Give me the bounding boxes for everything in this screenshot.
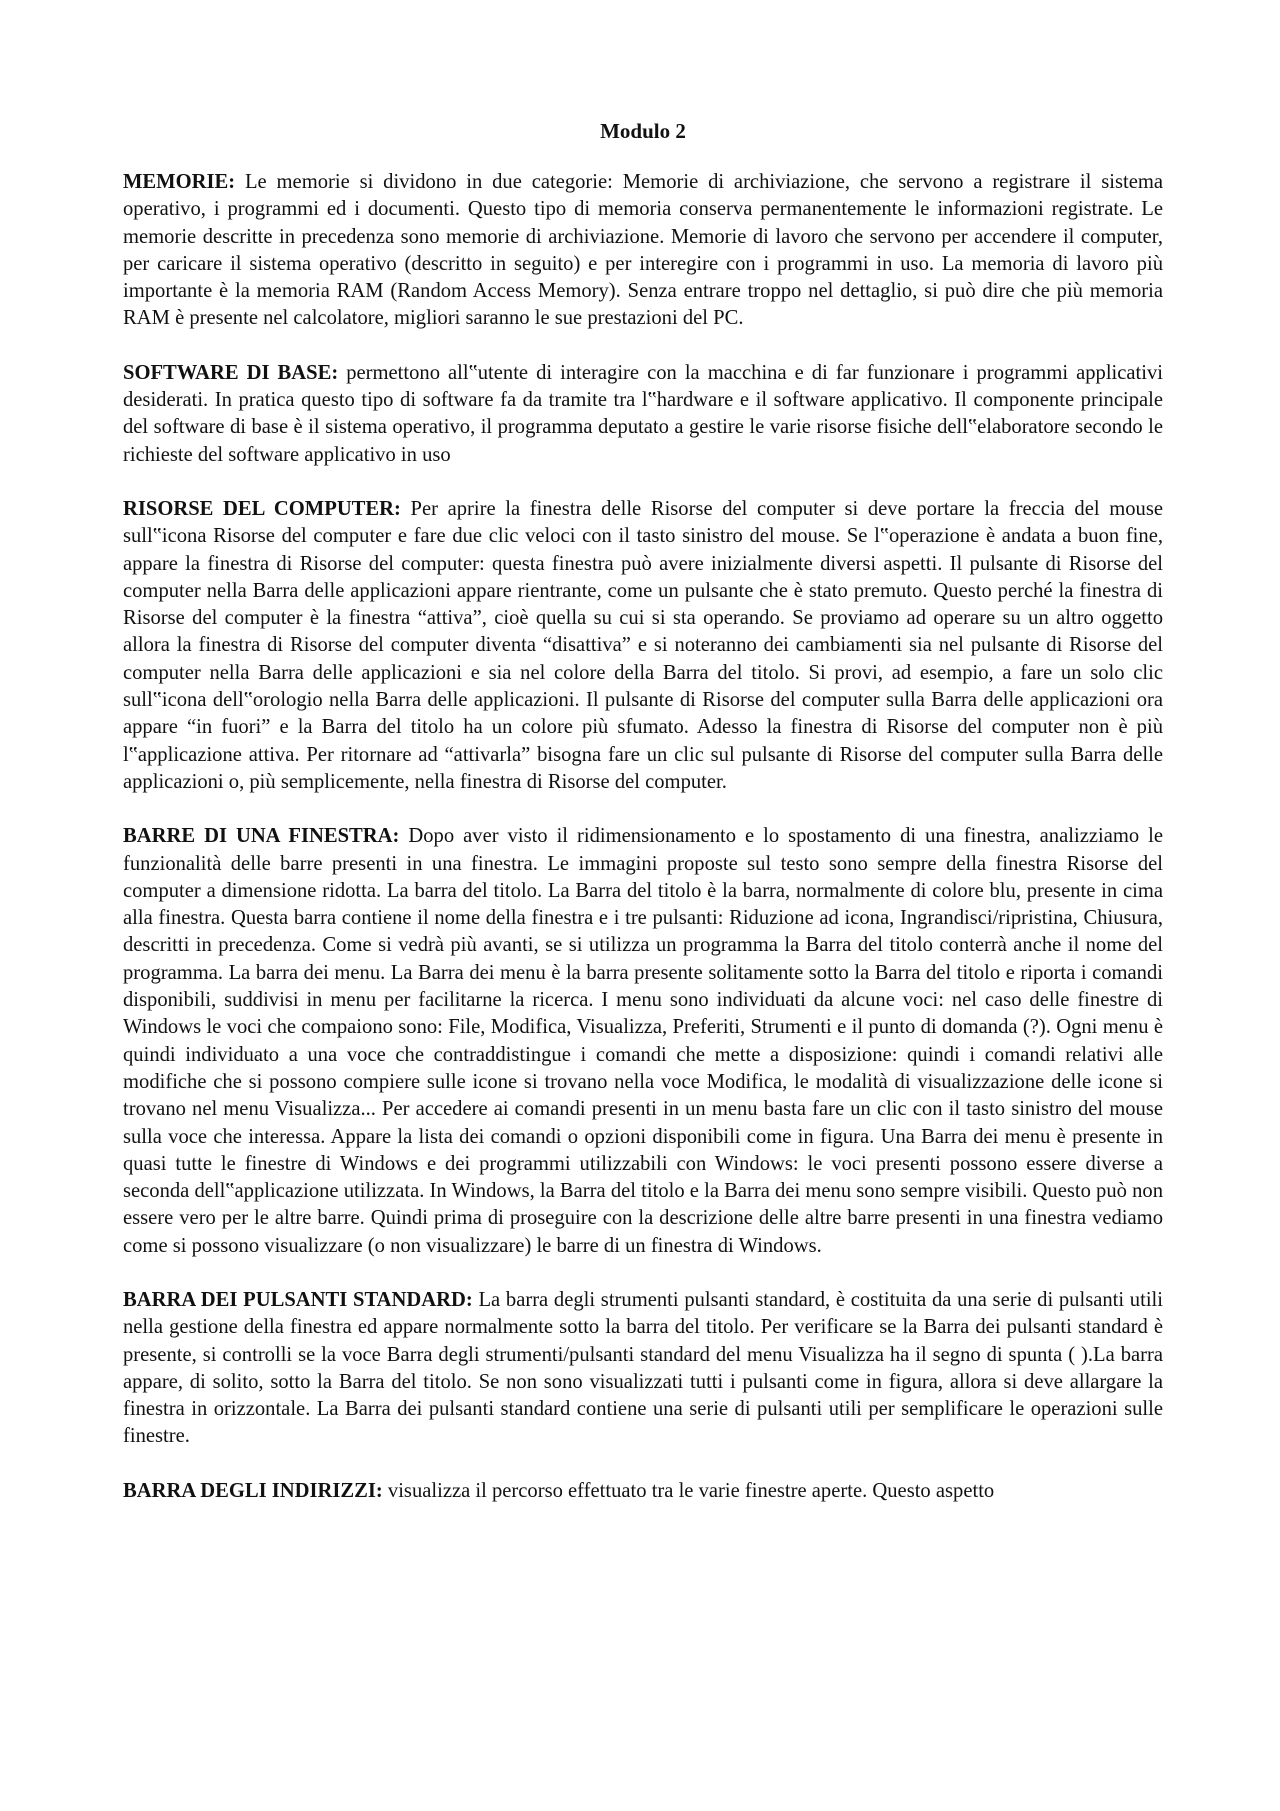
section-barra-dei-pulsanti-standard <box>123 1287 1163 1451</box>
section-text: permettono all‟utente di interagire con la macchina e di far funzionare i programmi applicativi desiderati. In pratica questo tipo di software fa da tramite tra l‟hardware e il software applicativo. Il componente principale del software di base è il sistema operativo, il programma deputato a gestire le varie risorse fisiche dell‟elaboratore secondo le richieste del software applicativo in uso <box>123 361 1164 466</box>
section-text: Le memorie si dividono in due categorie: Memorie di archiviazione, che servono a registrare il sistema operativo, i programmi ed i documenti. Questo tipo di memoria conserva permanentemente le informazioni registrate. Le memorie descritte in precedenza sono memorie di archiviazione. Memorie di lavoro che servono per accendere il computer, per caricare il sistema operativo (descritto in seguito) e per interegire con i programmi in uso. La memoria di lavoro più importante è la memoria RAM (Random Access Memory). Senza entrare troppo nel dettaglio, si può dire che più memoria RAM è presente nel calcolatore, migliori saranno le sue prestazioni del PC. <box>123 171 1163 330</box>
section-text: Dopo aver visto il ridimensionamento e lo spostamento di una finestra, analizziamo le funzionalità delle barre presenti in una finestra. Le immagini proposte sul testo sono sempre della finestra Risorse del computer a dimensione ridotta. La barra del titolo. La Barra del titolo è la barra, normalmente di colore blu, presente in cima alla finestra. Questa barra contiene il nome della finestra e i tre pulsanti: Riduzione ad icona, Ingrandisci/ripristina, Chiusura, descritti in precedenza. Come si vedrà più avanti, se si utilizza un programma la Barra del titolo conterrà anche il nome del programma. La barra dei menu. La Barra dei menu è la barra presente solitamente sotto la Barra del titolo e riporta i comandi disponibili, suddivisi in menu per facilitarne la ricerca. I menu sono individuati da alcune voci: nel caso delle finestre di Windows le voci che compaiono sono: File, Modifica, Visualizza, Preferiti, Strumenti e il punto di domanda (?). Ogni menu è quindi individuato a una voce che contraddistingue i comandi che mette a disposizione: quindi i comandi relativi alle modifiche che si possono compiere sulle icone si trovano nella voce Modifica, le modalità di visualizzazione delle icone si trovano nel menu Visualizza... Per accedere ai comandi presenti in un menu basta fare un clic con il tasto sinistro del mouse sulla voce che interessa. Appare la lista dei comandi o opzioni disponibili come in figura. Una Barra dei menu è presente in quasi tutte le finestre di Windows e dei programmi utilizzabili con Windows: le voci presenti possono essere diverse a seconda dell‟applicazione utilizzata. In Windows, la Barra del titolo e la Barra dei menu sono sempre visibili. Questo può non essere vero per le altre barre. Quindi prima di proseguire con la descrizione delle altre barre presenti in una finestra vediamo come si possono visualizzare (o non visualizzare) le barre di un finestra di Windows. <box>123 825 1163 1257</box>
section-software-di-base <box>123 360 1163 469</box>
document-page <box>123 118 1163 1532</box>
section-heading: BARRA DEI PULSANTI STANDARD: <box>123 1288 473 1311</box>
page-title: Modulo 2 <box>600 119 686 143</box>
section-text: La barra degli strumenti pulsanti standard, è costituita da una serie di pulsanti utili nella gestione della finestra ed appare normalmente sotto la barra del titolo. Per verificare se la Barra dei pulsanti standard è presente, si controlli se la voce Barra degli strumenti/pulsanti standard del menu Visualizza ha il segno di spunta ( ).La barra appare, di solito, sotto la Barra del titolo. Se non sono visualizzati tutti i pulsanti come in figura, allora si deve allargare la finestra in orizzontale. La Barra dei pulsanti standard contiene una serie di pulsanti utili per semplificare le operazioni sulle finestre. <box>123 1288 1163 1448</box>
section-heading: BARRA DEGLI INDIRIZZI: <box>123 1479 383 1502</box>
section-barre-di-una-finestra <box>123 823 1163 1260</box>
section-text: visualizza il percorso effettuato tra le varie finestre aperte. Questo aspetto <box>382 1479 995 1502</box>
section-memorie <box>123 169 1163 333</box>
section-heading: MEMORIE: <box>123 171 236 193</box>
section-risorse-del-computer <box>123 496 1163 796</box>
section-heading: RISORSE DEL COMPUTER: <box>123 497 401 520</box>
section-text: Per aprire la finestra delle Risorse del computer si deve portare la freccia del mouse sull‟icona Risorse del computer e fare due clic veloci con il tasto sinistro del mouse. Se l‟operazione è andata a buon fine, appare la finestra di Risorse del computer: questa finestra può avere inizialmente diversi aspetti. Il pulsante di Risorse del computer nella Barra delle applicazioni appare rientrante, come un pulsante che è stato premuto. Questo perché la finestra di Risorse del computer è la finestra “attiva”, cioè quella su cui si sta operando. Se proviamo ad operare su un altro oggetto allora la finestra di Risorse del computer diventa “disattiva” e si noteranno dei cambiamenti sia nel pulsante di Risorse del computer nella Barra delle applicazioni e sia nel colore della Barra del titolo. Si provi, ad esempio, a fare un solo clic sull‟icona dell‟orologio nella Barra delle applicazioni. Il pulsante di Risorse del computer sulla Barra delle applicazioni ora appare “in fuori” e la Barra del titolo ha un colore più sfumato. Adesso la finestra di Risorse del computer non è più l‟applicazione attiva. Per ritornare ad “attivarla” bisogna fare un clic sul pulsante di Risorse del computer sulla Barra delle applicazioni o, più semplicemente, nella finestra di Risorse del computer. <box>123 497 1164 793</box>
section-barra-degli-indirizzi <box>123 1478 1163 1505</box>
section-heading: SOFTWARE DI BASE: <box>123 361 339 384</box>
section-heading: BARRE DI UNA FINESTRA: <box>123 825 400 848</box>
